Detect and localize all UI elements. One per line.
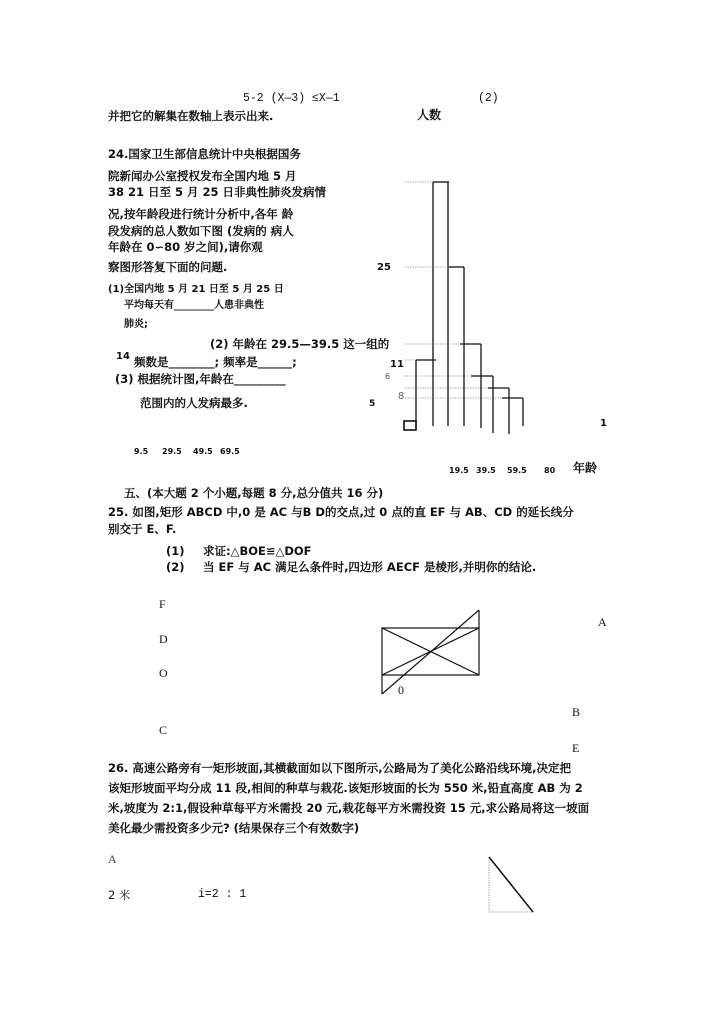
q24-sub1: 肺炎; (124, 319, 148, 330)
q24-sub2: (2) 年龄在 29.5—39.5 这一组的 (210, 337, 390, 351)
q24-num: 14 (116, 351, 130, 362)
point-label: 0 (398, 683, 404, 697)
q24-sub3: (3) 根据统计图,年龄在_________ (115, 372, 286, 386)
slope-figure (489, 857, 533, 912)
x-tick: 29.5 (162, 447, 182, 456)
q25-sub1: 求证:△BOE≌△DOF (203, 544, 312, 558)
q24-sub1: (1)全国内地 5 月 21 日至 5 月 25 日 (108, 284, 284, 295)
q24-line: 院新闻办公室授权发布全国内地 5 月 (108, 169, 297, 183)
q25-sub2: 当 EF 与 AC 满足么条件时,四边形 AECF 是棱形,并明你的结论. (203, 560, 537, 574)
q25-line: 别交于 E、F. (108, 522, 177, 536)
chart-label: 5 (369, 399, 376, 409)
rectangle-figure (382, 610, 479, 694)
point-label: A (598, 615, 607, 629)
point-label: E (572, 741, 580, 755)
y-axis-label: 人数 (417, 108, 442, 122)
point-label: F (159, 597, 166, 611)
q26-line: 美化最少需投资多少元? (结果保存三个有效数字) (108, 821, 360, 835)
q24-line: 段发病的总人数如下图 (发病的 病人 (108, 224, 294, 238)
x-tick: 69.5 (220, 447, 240, 456)
q24-line: 况,按年龄段进行统计分析中,各年 龄 (108, 207, 294, 221)
q24-line: 38 21 日至 5 月 25 日非典性肺炎发病情 (108, 185, 327, 199)
height-label: 2 米 (108, 888, 131, 902)
chart-label: 1 (600, 418, 607, 429)
q26-line: 26. 高速公路旁有一矩形坡面,其横截面如以下图所示,公路局为了美化公路沿线环境,决定把 (108, 761, 571, 775)
q26-line: 米,坡度为 2:1,假设种草每平方米需投 20 元,栽花每平方米需投资 15 元,求公路局将这一坡面 (108, 801, 590, 815)
point-label: A (108, 852, 117, 866)
x-tick: 19.5 (449, 466, 469, 475)
q26-line: 该矩形坡面平均分成 11 段,相间的种草与栽花.该矩形坡面的长为 550 米,铅直高度 AB 为 2 (108, 781, 583, 795)
q24-line: 24.国家卫生部信息统计中央根据国务 (108, 147, 301, 161)
section-title: 五、(本大题 2 个小题,每题 8 分,总分值共 16 分) (124, 486, 384, 500)
q24-line: 察图形答复下面的问题. (108, 260, 228, 274)
q24-sub1: 平均每天有________人患非典性 (124, 300, 264, 311)
q24-sub2: 频数是________; 频率是______; (134, 355, 297, 369)
chart-label: 8 (398, 391, 405, 402)
point-label: C (159, 723, 168, 737)
point-label: D (159, 632, 168, 646)
point-label: O (159, 666, 168, 680)
q25-sub-num: (2) (166, 560, 185, 574)
x-axis-label: 年龄 (573, 461, 598, 475)
q24-line: 年龄在 0∽80 岁之间),请你观 (108, 240, 263, 254)
point-label: B (572, 705, 581, 719)
histogram (404, 182, 523, 434)
chart-label: 25 (377, 262, 391, 273)
chart-label: 6 (385, 372, 391, 381)
x-tick: 80 (544, 466, 556, 475)
chart-label: 11 (390, 359, 404, 370)
problem-number: (2) (478, 92, 499, 105)
q23-text: 并把它的解集在数轴上表示出来. (108, 109, 274, 123)
q25-line: 25. 如图,矩形 ABCD 中,0 是 AC 与B D的交点,过 0 点的直 EF 与 AB、CD 的延长线分 (108, 505, 574, 519)
x-tick: 59.5 (507, 466, 527, 475)
slope-label: i=2 : 1 (198, 888, 247, 901)
q25-sub-num: (1) (166, 544, 185, 558)
inequality: 5-2 (X—3) ≤X—1 (243, 92, 340, 105)
x-tick: 9.5 (134, 447, 149, 456)
x-tick: 49.5 (193, 447, 213, 456)
x-tick: 39.5 (476, 466, 496, 475)
q24-sub3: 范围内的人发病最多. (140, 396, 248, 410)
